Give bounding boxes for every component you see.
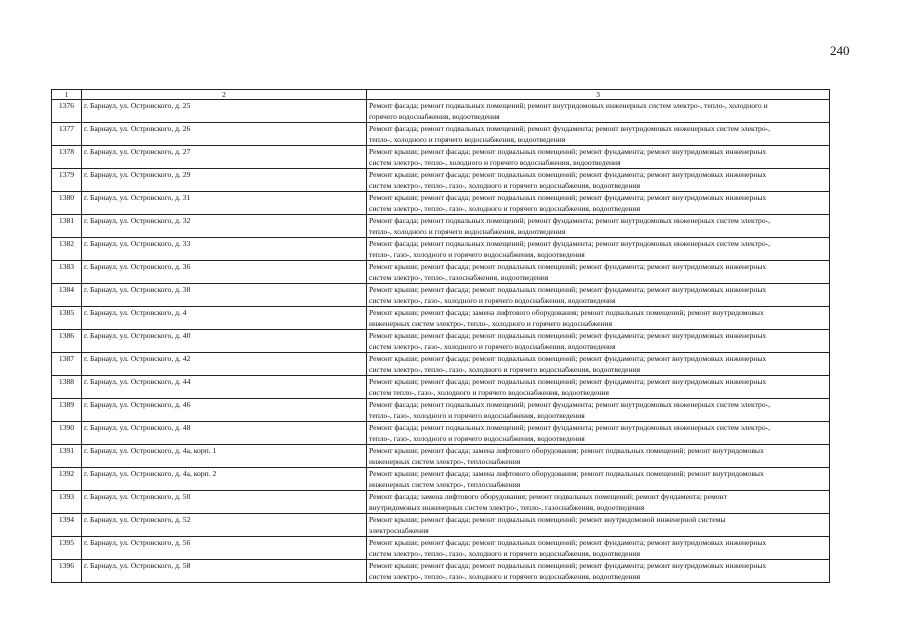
- row-works: [367, 215, 830, 238]
- registry-table-body: [52, 90, 830, 583]
- table-row: [52, 123, 830, 146]
- row-number: 1384: [52, 284, 82, 307]
- row-works: [367, 169, 830, 192]
- row-address: г. Барнаул, ул. Островского, д. 46: [82, 399, 367, 422]
- row-works: [367, 445, 830, 468]
- row-number: 1382: [52, 238, 82, 261]
- works-line: внутридомовых инженерных систем электро-, тепло-, газоснабжения, водоотведения: [369, 503, 645, 512]
- row-works: [367, 192, 830, 215]
- row-works: [367, 376, 830, 399]
- table-row: [52, 238, 830, 261]
- row-works: [367, 238, 830, 261]
- row-number: 1387: [52, 353, 82, 376]
- table-row: [52, 560, 830, 583]
- works-line: систем электро-, тепло-, газоснабжения, водоотведения: [369, 273, 549, 282]
- row-address: г. Барнаул, ул. Островского, д. 38: [82, 284, 367, 307]
- table-row: [52, 192, 830, 215]
- works-line: электроснабжения: [369, 526, 429, 535]
- table-row: [52, 353, 830, 376]
- row-works: [367, 123, 830, 146]
- row-works: [367, 537, 830, 560]
- table-row: [52, 422, 830, 445]
- page-number: 240: [830, 43, 850, 58]
- column-header-number: 1: [52, 90, 82, 100]
- works-line: горячего водоснабжения, водоотведения: [369, 112, 500, 121]
- works-line: инженерных систем электро-, тепло-, холодного и горячего водоснабжения: [369, 319, 613, 328]
- table-row: [52, 100, 830, 123]
- row-number: 1388: [52, 376, 82, 399]
- column-header-works: 3: [367, 90, 830, 100]
- table-row: [52, 537, 830, 560]
- row-address: г. Барнаул, ул. Островского, д. 26: [82, 123, 367, 146]
- row-works: [367, 261, 830, 284]
- row-number: 1393: [52, 491, 82, 514]
- table-row: [52, 330, 830, 353]
- works-line: инженерных систем электро-, теплоснабжения: [369, 480, 521, 489]
- row-works: [367, 560, 830, 583]
- works-line: Ремонт крыши; ремонт фасада; замена лифтового оборудования; ремонт подвальных помещений; ремонт внутридомовых: [369, 308, 764, 317]
- row-address: г. Барнаул, ул. Островского, д. 32: [82, 215, 367, 238]
- table-row: [52, 215, 830, 238]
- row-address: г. Барнаул, ул. Островского, д. 25: [82, 100, 367, 123]
- works-line: Ремонт фасада; ремонт подвальных помещений; ремонт фундамента; ремонт внутридомовых инженерных систем электро-,: [369, 423, 771, 432]
- row-works: [367, 468, 830, 491]
- row-address: г. Барнаул, ул. Островского, д. 40: [82, 330, 367, 353]
- works-line: Ремонт крыши; ремонт фасада; ремонт подвальных помещений; ремонт фундамента; ремонт внутридомовых инженерных: [369, 377, 767, 386]
- works-line: тепло-, газо-, холодного и горячего водоснабжения, водоотведения: [369, 434, 585, 443]
- table-row: [52, 445, 830, 468]
- works-line: Ремонт крыши; ремонт фасада; ремонт подвальных помещений; ремонт фундамента; ремонт внутридомовых инженерных: [369, 170, 767, 179]
- works-line: систем электро-, тепло-, газо-, холодного и горячего водоснабжения, водоотведения: [369, 549, 641, 558]
- row-address: г. Барнаул, ул. Островского, д. 33: [82, 238, 367, 261]
- works-line: систем тепло-, газо-, холодного и горячего водоснабжения, водоотведения: [369, 388, 609, 397]
- row-number: 1395: [52, 537, 82, 560]
- works-line: тепло-, холодного и горячего водоснабжения, водоотведения: [369, 227, 566, 236]
- row-number: 1376: [52, 100, 82, 123]
- table-row: [52, 146, 830, 169]
- header-row: [52, 90, 830, 100]
- works-line: Ремонт фасада; замена лифтового оборудования; ремонт подвальных помещений; ремонт фундамента; ремонт: [369, 492, 727, 501]
- row-number: 1392: [52, 468, 82, 491]
- works-line: систем электро-, газо-, холодного и горячего водоснабжения, водоотведения: [369, 342, 616, 351]
- row-address: г. Барнаул, ул. Островского, д. 52: [82, 514, 367, 537]
- row-address: г. Барнаул, ул. Островского, д. 31: [82, 192, 367, 215]
- row-number: 1383: [52, 261, 82, 284]
- works-line: Ремонт крыши; ремонт фасада; ремонт подвальных помещений; ремонт фундамента; ремонт внутридомовых инженерных: [369, 193, 767, 202]
- row-works: [367, 330, 830, 353]
- row-works: [367, 353, 830, 376]
- row-works: [367, 284, 830, 307]
- row-works: [367, 399, 830, 422]
- works-line: Ремонт крыши; ремонт фасада; ремонт подвальных помещений; ремонт фундамента; ремонт внутридомовых инженерных: [369, 538, 767, 547]
- table-row: [52, 261, 830, 284]
- row-works: [367, 100, 830, 123]
- row-number: 1389: [52, 399, 82, 422]
- row-number: 1385: [52, 307, 82, 330]
- row-number: 1378: [52, 146, 82, 169]
- works-line: систем электро-, тепло-, газо-, холодного и горячего водоснабжения, водоотведения: [369, 204, 641, 213]
- row-address: г. Барнаул, ул. Островского, д. 4: [82, 307, 367, 330]
- table-row: [52, 169, 830, 192]
- row-address: г. Барнаул, ул. Островского, д. 27: [82, 146, 367, 169]
- column-header-address: 2: [82, 90, 367, 100]
- row-address: г. Барнаул, ул. Островского, д. 4а, корп. 2: [82, 468, 367, 491]
- works-line: инженерных систем электро-, теплоснабжения: [369, 457, 521, 466]
- works-line: Ремонт крыши; ремонт фасада; ремонт подвальных помещений; ремонт фундамента; ремонт внутридомовых инженерных: [369, 331, 767, 340]
- row-number: 1396: [52, 560, 82, 583]
- works-line: систем электро-, газо-, холодного и горячего водоснабжения, водоотведения: [369, 296, 616, 305]
- table-row: [52, 399, 830, 422]
- row-number: 1386: [52, 330, 82, 353]
- works-line: Ремонт крыши; ремонт фасада; ремонт подвальных помещений; ремонт фундамента; ремонт внутридомовых инженерных: [369, 354, 767, 363]
- table-row: [52, 307, 830, 330]
- works-line: Ремонт крыши; ремонт фасада; ремонт подвальных помещений; ремонт фундамента; ремонт внутридомовых инженерных: [369, 561, 767, 570]
- works-line: Ремонт фасада; ремонт подвальных помещений; ремонт внутридомовых инженерных систем электро-, тепло-, холодного и: [369, 101, 768, 110]
- works-line: Ремонт крыши; ремонт фасада; замена лифтового оборудования; ремонт подвальных помещений; ремонт внутридомовых: [369, 446, 764, 455]
- works-line: Ремонт фасада; ремонт подвальных помещений; ремонт фундамента; ремонт внутридомовых инженерных систем электро-,: [369, 400, 771, 409]
- row-address: г. Барнаул, ул. Островского, д. 4а, корп. 1: [82, 445, 367, 468]
- works-line: Ремонт фасада; ремонт подвальных помещений; ремонт фундамента; ремонт внутридомовых инженерных систем электро-,: [369, 239, 771, 248]
- table-row: [52, 376, 830, 399]
- row-number: 1390: [52, 422, 82, 445]
- row-works: [367, 307, 830, 330]
- works-line: Ремонт крыши; ремонт фасада; ремонт подвальных помещений; ремонт фундамента; ремонт внутридомовых инженерных: [369, 285, 767, 294]
- row-number: 1377: [52, 123, 82, 146]
- works-line: тепло-, газо-, холодного и горячего водоснабжения, водоотведения: [369, 250, 585, 259]
- row-number: 1391: [52, 445, 82, 468]
- table-row: [52, 468, 830, 491]
- row-works: [367, 514, 830, 537]
- row-address: г. Барнаул, ул. Островского, д. 36: [82, 261, 367, 284]
- row-works: [367, 422, 830, 445]
- row-address: г. Барнаул, ул. Островского, д. 42: [82, 353, 367, 376]
- works-line: тепло-, холодного и горячего водоснабжения, водоотведения: [369, 135, 566, 144]
- works-line: систем электро-, тепло-, газо-, холодного и горячего водоснабжения, водоотведения: [369, 572, 641, 581]
- works-line: систем электро-, тепло-, газо-, холодного и горячего водоснабжения, водоотведения: [369, 365, 641, 374]
- works-line: систем электро-, тепло-, газо-, холодного и горячего водоснабжения, водоотведения: [369, 181, 641, 190]
- row-address: г. Барнаул, ул. Островского, д. 58: [82, 560, 367, 583]
- works-line: систем электро-, тепло-, холодного и горячего водоснабжения, водоотведения: [369, 158, 621, 167]
- row-number: 1381: [52, 215, 82, 238]
- works-line: Ремонт крыши; ремонт фасада; ремонт подвальных помещений; ремонт фундамента; ремонт внутридомовых инженерных: [369, 262, 767, 271]
- row-number: 1394: [52, 514, 82, 537]
- table-row: [52, 491, 830, 514]
- works-line: Ремонт фасада; ремонт подвальных помещений; ремонт фундамента; ремонт внутридомовых инженерных систем электро-,: [369, 216, 771, 225]
- works-line: Ремонт крыши; ремонт фасада; замена лифтового оборудования; ремонт подвальных помещений; ремонт внутридомовых: [369, 469, 764, 478]
- works-line: Ремонт крыши; ремонт фасада; ремонт подвальных помещений; ремонт внутридомовой инженерной системы: [369, 515, 726, 524]
- row-works: [367, 146, 830, 169]
- row-address: г. Барнаул, ул. Островского, д. 44: [82, 376, 367, 399]
- table-row: [52, 284, 830, 307]
- row-number: 1380: [52, 192, 82, 215]
- row-works: [367, 491, 830, 514]
- row-address: г. Барнаул, ул. Островского, д. 50: [82, 491, 367, 514]
- row-number: 1379: [52, 169, 82, 192]
- row-address: г. Барнаул, ул. Островского, д. 48: [82, 422, 367, 445]
- works-line: Ремонт крыши; ремонт фасада; ремонт подвальных помещений; ремонт фундамента; ремонт внутридомовых инженерных: [369, 147, 767, 156]
- registry-table: [51, 89, 830, 583]
- works-line: тепло-, газо-, холодного и горячего водоснабжения, водоотведения: [369, 411, 585, 420]
- row-address: г. Барнаул, ул. Островского, д. 29: [82, 169, 367, 192]
- table-row: [52, 514, 830, 537]
- works-line: Ремонт фасада; ремонт подвальных помещений; ремонт фундамента; ремонт внутридомовых инженерных систем электро-,: [369, 124, 771, 133]
- row-address: г. Барнаул, ул. Островского, д. 56: [82, 537, 367, 560]
